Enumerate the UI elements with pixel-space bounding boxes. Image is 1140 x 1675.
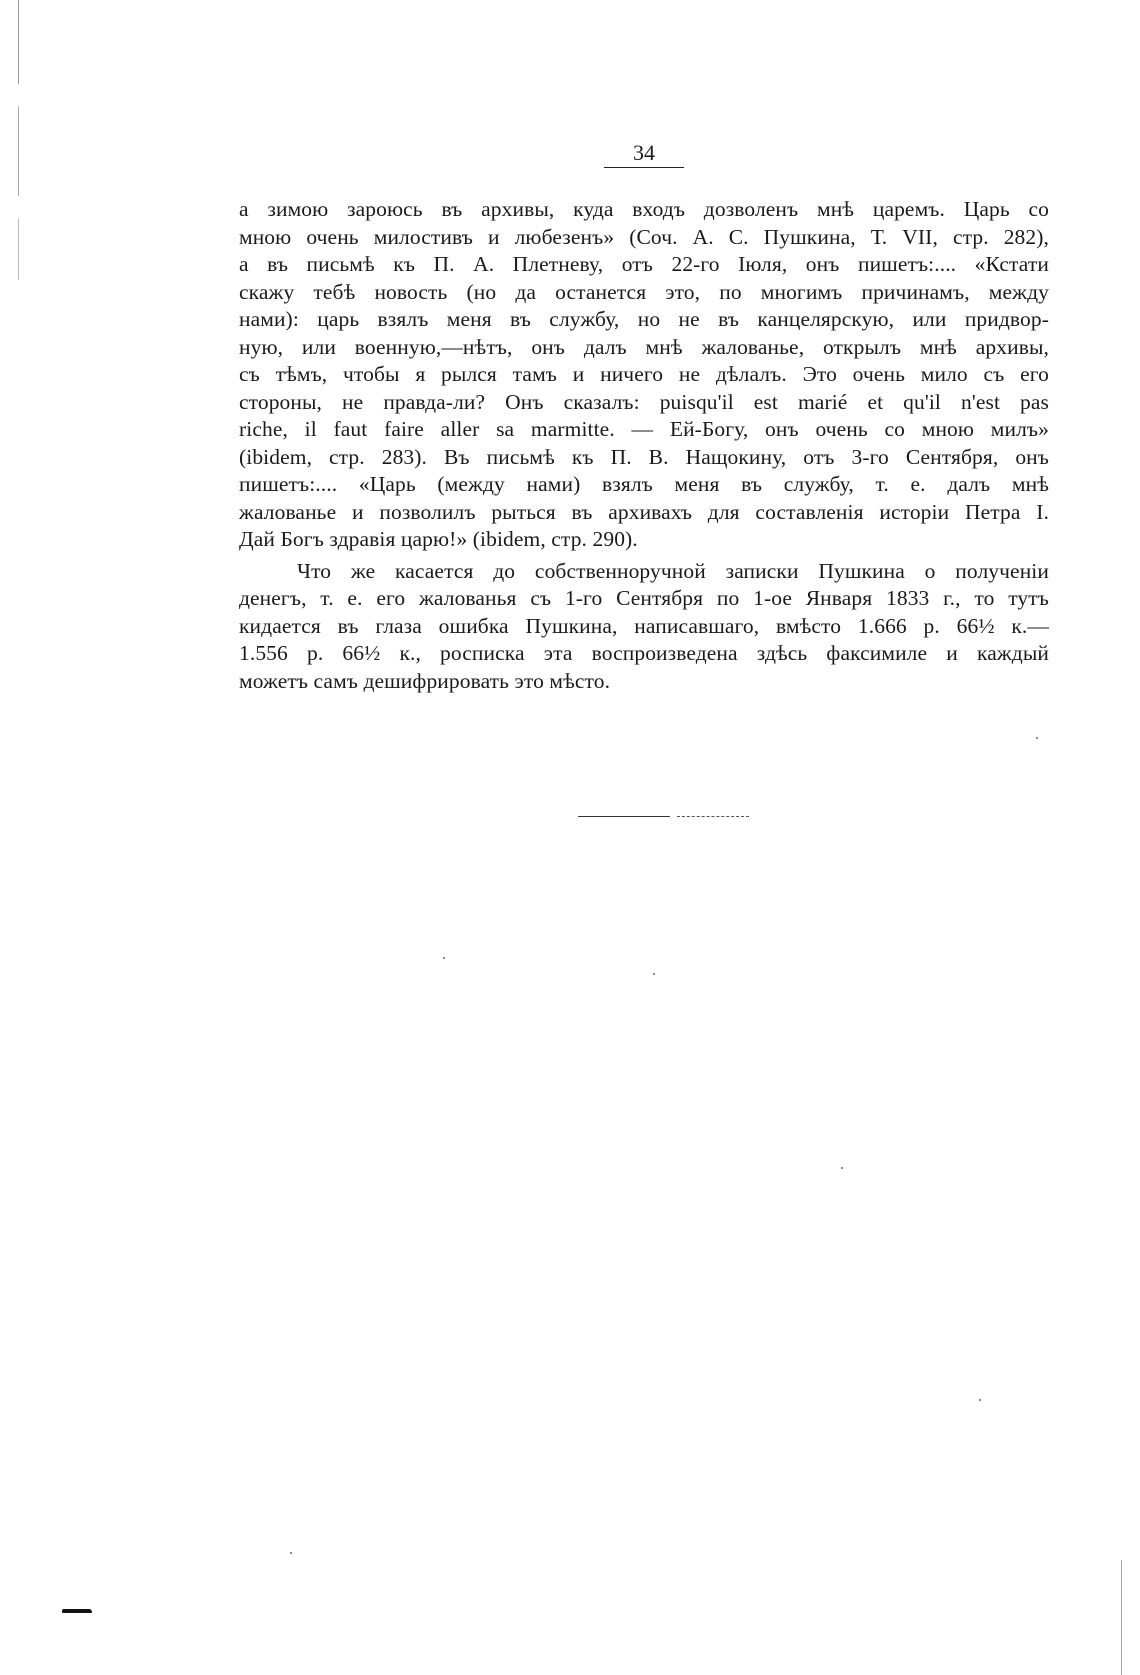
- page-number: 34: [604, 140, 684, 168]
- paragraph-2: [239, 558, 1049, 696]
- text-line: нами): царь взялъ меня въ службу, но не въ канцелярскую, или придвор-: [239, 307, 1049, 331]
- paragraph-1: [239, 196, 1049, 554]
- text-line: (ibidem, стр. 283). Въ письмѣ къ П. В. Нащокину, отъ 3-го Сентября, онъ: [239, 444, 1049, 469]
- text-line: жалованье и позволилъ рыться въ архивахъ для составленiя исторiи Петра I.: [239, 499, 1049, 524]
- scan-edge-right: [1121, 1560, 1122, 1675]
- scan-speck: [979, 1399, 981, 1401]
- text-line: Дай Богъ здравiя царю!» (ibidem, стр. 290).: [239, 527, 638, 551]
- text-line: съ тѣмъ, чтобы я рылся тамъ и ничего не дѣлалъ. Это очень мило съ его: [239, 362, 1049, 386]
- section-divider-rule: [578, 816, 670, 817]
- scan-corner-mark: [62, 1609, 92, 1613]
- text-line: скажу тебѣ новость (но да останется это, по многимъ причинамъ, между: [239, 279, 1049, 304]
- text-line: кидается въ глаза ошибка Пушкина, написавшаго, вмѣсто 1.666 р. 66½ к.—: [239, 613, 1049, 638]
- text-line: можетъ самъ дешифрировать это мѣсто.: [239, 668, 611, 693]
- scan-speck: [443, 957, 445, 959]
- text-line: riche, il faut faire aller sa marmitte. — Ей-Богу, онъ очень со мною милъ»: [239, 417, 1049, 441]
- scan-speck: [841, 1167, 843, 1169]
- text-line: стороны, не правда-ли? Онъ сказалъ: puisqu'il est marié et qu'il n'est pas: [239, 389, 1049, 414]
- text-line: мною очень милостивъ и любезенъ» (Соч. А. С. Пушкина, Т. VII, стр. 282),: [239, 224, 1049, 249]
- scan-edge-left: [18, 0, 19, 280]
- text-line: 1.556 р. 66½ к., росписка эта воспроизведена здѣсь факсимиле и каждый: [239, 641, 1049, 665]
- scan-speck: [290, 1552, 292, 1554]
- text-line: Что же касается до собственноручной записки Пушкина о полученiи: [297, 558, 1049, 583]
- scan-speck: [1036, 737, 1038, 739]
- text-line: денегъ, т. е. его жалованья съ 1-го Сентября по 1-ое Января 1833 г., то тутъ: [239, 586, 1049, 610]
- section-divider-dashed-rule: [677, 816, 749, 817]
- scan-speck: [653, 973, 655, 975]
- text-line: а въ письмѣ къ П. А. Плетневу, отъ 22-го Iюля, онъ пишетъ:.... «Кстати: [239, 252, 1049, 276]
- body-text: [239, 196, 1049, 695]
- text-line: пишетъ:.... «Царь (между нами) взялъ меня въ службу, т. е. далъ мнѣ: [239, 472, 1049, 496]
- text-line: ную, или военную,—нѣтъ, онъ далъ мнѣ жалованье, открылъ мнѣ архивы,: [239, 334, 1049, 359]
- text-line: а зимою зароюсь въ архивы, куда входъ дозволенъ мнѣ царемъ. Царь со: [239, 197, 1049, 221]
